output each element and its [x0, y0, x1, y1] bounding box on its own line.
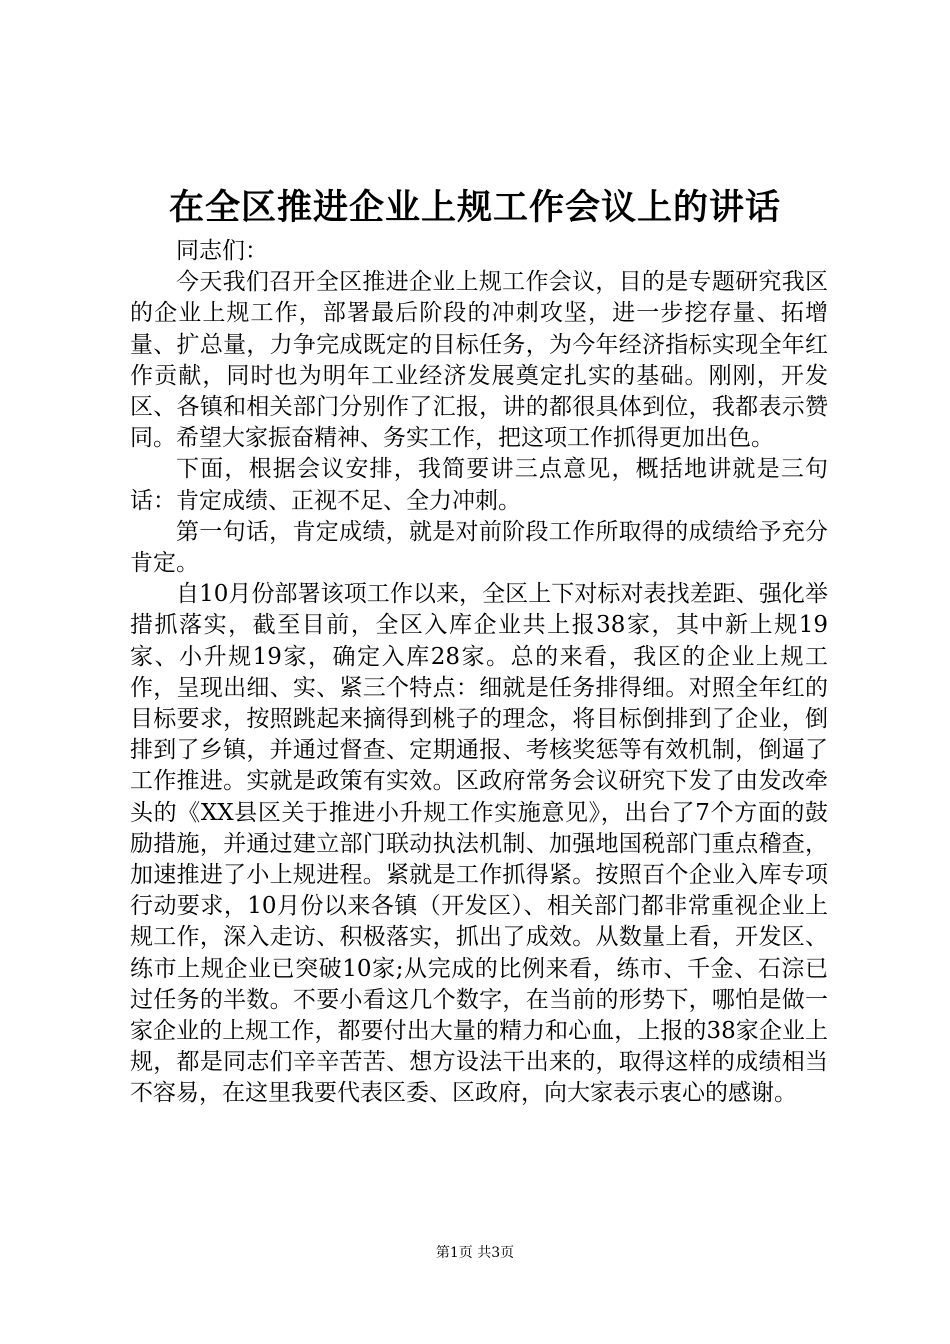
salutation: 同志们： [176, 238, 268, 264]
document-title: 在全区推进企业上规工作会议上的讲话 [168, 187, 781, 228]
paragraph-first-point: 第一句话，肯定成绩，就是对前阶段工作所取得的成绩给予充分肯定。 [130, 518, 828, 577]
paragraph-intro: 今天我们召开全区推进企业上规工作会议，目的是专题研究我区的企业上规工作，部署最后阶段的冲刺攻坚，进一步挖存量、拓增量、扩总量，力争完成既定的目标任务，为今年经济指标实现全年红作贡献，同时也为明年工业经济发展奠定扎实的基础。刚刚，开发区、各镇和相关部门分别作了汇报，讲的都很具体到位，我都表示赞同。希望大家振奋精神、务实工作，把这项工作抓得更加出色。 [130, 269, 828, 452]
document-body [130, 236, 828, 1110]
paragraph-outline: 下面，根据会议安排，我简要讲三点意见，概括地讲就是三句话：肯定成绩、正视不足、全力冲刺。 [130, 456, 828, 514]
paragraph-achievements: 自10月份部署该项工作以来，全区上下对标对表找差距、强化举措抓落实，截至目前，全区入库企业共上报38家，其中新上规19家、小升规19家，确定入库28家。总的来看，我区的企业上规工作，呈现出细、实、紧三个特点：细就是任务排得细。对照全年红的目标要求，按照跳起来摘得到桃子的理念，将目标倒排到了企业，倒排到了乡镇，并通过督查、定期通报、考核奖惩等有效机制，倒逼了工作推进。实就是政策有实效。区政府常务会议研究下发了由发改牵头的《XX县区关于推进小升规工作实施意见》，出台了7个方面的鼓励措施，并通过建立部门联动执法机制、加强地国税部门重点稽查，加速推进了小上规进程。紧就是工作抓得紧。按照百个企业入库专项行动要求，10月份以来各镇（开发区）、相关部门都非常重视企业上规工作，深入走访、积极落实，抓出了成效。从数量上看，开发区、练市上规企业已突破10家;从完成的比例来看，练市、千金、石淙已过任务的半数。不要小看这几个数字，在当前的形势下，哪怕是做一家企业的上规工作，都要付出大量的精力和心血，上报的38家企业上规，都是同志们辛辛苦苦、想方设法干出来的，取得这样的成绩相当不容易，在这里我要代表区委、区政府，向大家表示衷心的感谢。 [130, 581, 828, 1107]
page-number: 第1页 共3页 [435, 1245, 515, 1261]
